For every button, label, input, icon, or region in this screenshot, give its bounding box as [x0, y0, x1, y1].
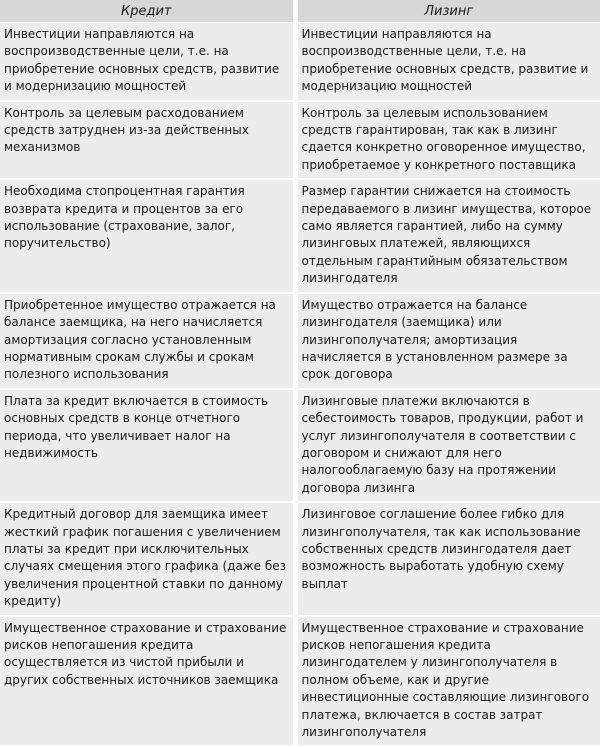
table-row [0, 389, 600, 502]
leasing-cell: Лизинговые платежи включаются в себестоимость товаров, продукции, работ и услуг лизингополучателя в соответствии с договором и снижают для него налогооблагаемую базу на протяжении договора лизинга [295, 389, 600, 502]
table-row [0, 502, 600, 615]
table-row [0, 616, 600, 747]
leasing-cell: Контроль за целевым использованием средств гарантирован, так как в лизинг сдается конкретно оговоренное имущество, приобретаемое у конкретного поставщика [295, 101, 600, 180]
header-row [0, 0, 600, 23]
table-row [0, 23, 600, 101]
leasing-cell: Лизинговое соглашение более гибко для лизингополучателя, так как использование собственных средств лизингодателя дает возможность выработать удобную схему выплат [295, 502, 600, 615]
leasing-cell: Имущество отражается на балансе лизингодателя (заемщика) или лизингополучателя; амортизация начисляется в установленном размере за срок договора [295, 293, 600, 389]
header-leasing: Лизинг [295, 0, 600, 23]
credit-cell: Необходима стопроцентная гарантия возврата кредита и процентов за его использование (страхование, залог, поручительство) [0, 179, 295, 292]
leasing-cell: Имущественное страхование и страхование рисков непогашения кредита лизингодателем у лизингополучателя в полном объеме, как и другие инвестиционные составляющие лизингового платежа, включается в состав затрат лизингополучателя [295, 616, 600, 747]
credit-cell: Кредитный договор для заемщика имеет жесткий график погашения с увеличением платы за кредит при исключительных случаях смещения этого графика (даже без увеличения процентной ставки по данному кредиту) [0, 502, 295, 615]
header-credit: Кредит [0, 0, 295, 23]
credit-cell: Приобретенное имущество отражается на балансе заемщика, на него начисляется амортизация согласно установленным нормативным срокам службы и срокам полезного использования [0, 293, 295, 389]
credit-cell: Инвестиции направляются на воспроизводственные цели, т.е. на приобретение основных средств, развитие и модернизацию мощностей [0, 23, 295, 101]
leasing-cell: Размер гарантии снижается на стоимость передаваемого в лизинг имущества, которое само является гарантией, либо на сумму лизинговых платежей, являющихся отдельным гарантийным обязательством лизингодателя [295, 179, 600, 292]
table-row [0, 101, 600, 180]
credit-cell: Плата за кредит включается в стоимость основных средств в конце отчетного периода, что увеличивает налог на недвижимость [0, 389, 295, 502]
table-row [0, 179, 600, 292]
credit-cell: Имущественное страхование и страхование рисков непогашения кредита осуществляется из чистой прибыли и других собственных источников заемщика [0, 616, 295, 747]
leasing-cell: Инвестиции направляются на воспроизводственные цели, т.е. на приобретение основных средств, развитие и модернизацию мощностей [295, 23, 600, 101]
credit-cell: Контроль за целевым расходованием средств затруднен из-за действенных механизмов [0, 101, 295, 180]
table-row [0, 293, 600, 389]
